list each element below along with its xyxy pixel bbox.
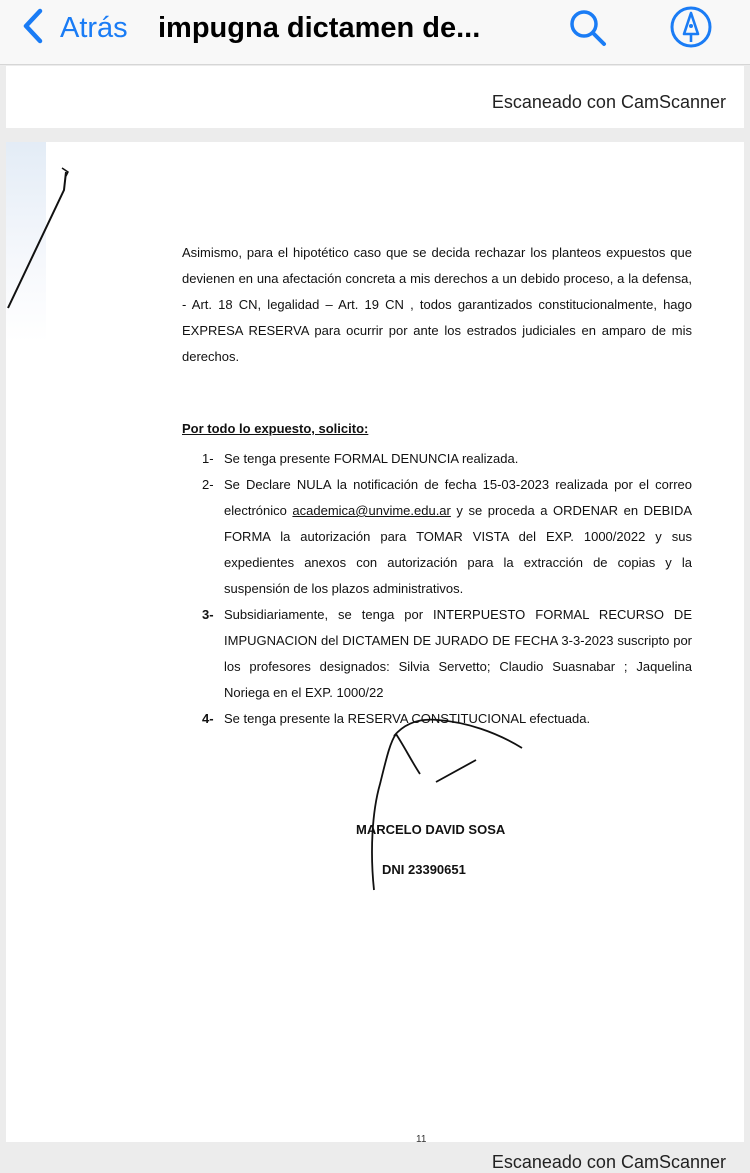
list-number: 3- xyxy=(202,607,214,622)
list-text: Se tenga presente la RESERVA CONSTITUCIONAL efectuada. xyxy=(224,711,591,726)
list-text: y se proceda a ORDENAR en DEBIDA FORMA la autorización para TOMAR VISTA del EXP. 1000/2022 y sus expedientes anexos con autorización para la extracción de copias y la suspensión de los plazos administrativos. xyxy=(224,503,692,596)
back-button[interactable] xyxy=(20,8,128,48)
margin-pen-stroke xyxy=(6,160,76,310)
previous-page xyxy=(6,66,744,128)
navigation-bar xyxy=(0,0,750,65)
email-link[interactable]: academica@unvime.edu.ar xyxy=(292,503,451,518)
list-number: 4- xyxy=(202,711,214,726)
list-item xyxy=(182,446,692,472)
signer-dni: DNI 23390651 xyxy=(382,862,466,877)
handwritten-signature xyxy=(346,712,546,912)
document-body xyxy=(182,240,692,732)
list-text: Se Declare NULA la notificación de fecha 15-03-2023 realizada por el correo electrónico xyxy=(224,477,692,518)
markup-pen-icon xyxy=(668,37,714,54)
page-number: 11 xyxy=(416,1134,427,1142)
markup-button[interactable] xyxy=(668,4,714,50)
camscanner-watermark: Escaneado con CamScanner xyxy=(491,1152,726,1172)
request-list xyxy=(182,446,692,732)
camscanner-watermark: Escaneado con CamScanner xyxy=(491,92,726,112)
document-title: impugna dictamen de... xyxy=(158,12,481,44)
scanned-page xyxy=(6,142,744,1142)
list-text: Subsidiariamente, se tenga por INTERPUESTO FORMAL RECURSO DE IMPUGNACION del DICTAMEN DE JURADO DE FECHA 3-3-2023 suscripto por los profesores designados: Silvia Servetto; Claudio Suasnabar ; Jaquelina Noriega en el EXP. 1000/22 xyxy=(224,607,692,700)
signer-name: MARCELO DAVID SOSA xyxy=(356,822,506,837)
list-number: 2- xyxy=(202,477,214,492)
list-item xyxy=(182,472,692,602)
chevron-left-icon xyxy=(20,8,46,49)
back-label: Atrás xyxy=(60,11,128,44)
reserve-paragraph: Asimismo, para el hipotético caso que se decida rechazar los planteos expuestos que devienen en una afectación concreta a mis derechos a un debido proceso, a la defensa, - Art. 18 CN, legalidad – Art. 19 CN , todos garantizados constitucionalmente, hago EXPRESA RESERVA para ocurrir por ante los estrados judiciales en amparo de mis derechos. xyxy=(182,245,692,364)
request-heading: Por todo lo expuesto, solicito: xyxy=(182,421,369,436)
list-number: 1- xyxy=(202,451,214,466)
list-text: Se tenga presente FORMAL DENUNCIA realizada. xyxy=(224,451,519,466)
list-item xyxy=(182,602,692,706)
search-icon xyxy=(566,37,610,54)
search-button[interactable] xyxy=(566,6,610,50)
